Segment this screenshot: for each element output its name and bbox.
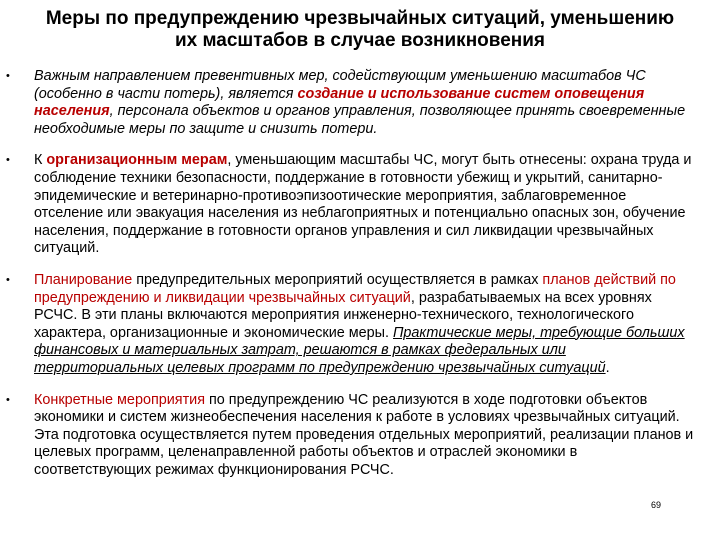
- text-run: , персонала объектов и органов управления, позволяющее принять своевременные необходимые меры по защите и снизить потери.: [34, 103, 686, 137]
- bullet-item-2: [6, 152, 698, 258]
- bullet-marker: •: [6, 273, 10, 286]
- underlined-target-programs: Практические меры, требующие больших финансовых и материальных затрат, решаются в рамках федеральных или территориальных целевых программ по предупреждению чрезвычайных ситуаций: [34, 324, 685, 376]
- bullet-text: [34, 272, 685, 376]
- text-run: .: [605, 359, 610, 376]
- bullet-item-1: [6, 68, 698, 138]
- text-run: , уменьшающим масштабы ЧС, могут быть отнесены: охрана труда и соблюдение техники безопасности, поддержание в готовности убежищ и укрытий, санитарно-эпидемические и ветеринарно-противоэпизоотические мероприятия, заблаговременное отселение или эвакуация населения из неблагоприятных и потенциально опасных зон, обучение населения, поддержание в готовности органов управления и сил ликвидации чрезвычайных ситуаций.: [34, 152, 692, 257]
- title-line-2: их масштабов в случае возникновения: [174, 30, 546, 51]
- highlight-concrete-measures: Конкретные мероприятия: [34, 391, 205, 408]
- text-run: предупредительных мероприятий осуществляется в рамках: [132, 271, 543, 288]
- page-number: 69: [651, 500, 662, 510]
- highlight-planning: Планирование: [34, 271, 133, 288]
- highlight-warning-systems: создание и использование систем оповещения населения: [34, 85, 645, 120]
- text-run: К: [34, 152, 47, 169]
- bullet-text: [34, 392, 693, 478]
- highlight-organizational-measures: организационным мерам: [46, 152, 228, 169]
- slide-title: [0, 8, 720, 52]
- bullet-item-3: [6, 272, 698, 378]
- text-run: , разрабатываемых на всех уровнях РСЧС. В эти планы включаются мероприятия инженерно-технического, технологического характера, организационные и экономические меры.: [34, 289, 652, 341]
- text-run: Важным направлением превентивных мер, содействующим уменьшению масштабов ЧС (особенно в части потерь), является: [34, 68, 646, 102]
- text-run: по предупреждению ЧС реализуются в ходе подготовки объектов экономики и систем жизнеобеспечения населения к работе в условиях чрезвычайных ситуаций. Эта подготовка осуществляется путем проведения отдельных мероприятий, реализации планов и целевых программ, целенаправленной работы объектов и отраслей экономики в соответствующих режимах функционирования РСЧС.: [34, 391, 694, 478]
- bullet-text: [34, 68, 685, 137]
- bullet-item-4: [6, 392, 698, 480]
- bullet-text: [34, 152, 691, 256]
- bullet-marker: •: [6, 154, 10, 167]
- title-line-1: Меры по предупреждению чрезвычайных ситуаций, уменьшению: [45, 8, 675, 29]
- highlight-action-plans: планов действий по предупреждению и ликвидации чрезвычайных ситуаций: [34, 271, 676, 306]
- bullet-list: [6, 68, 698, 493]
- bullet-marker: •: [6, 393, 10, 406]
- bullet-marker: •: [6, 70, 10, 82]
